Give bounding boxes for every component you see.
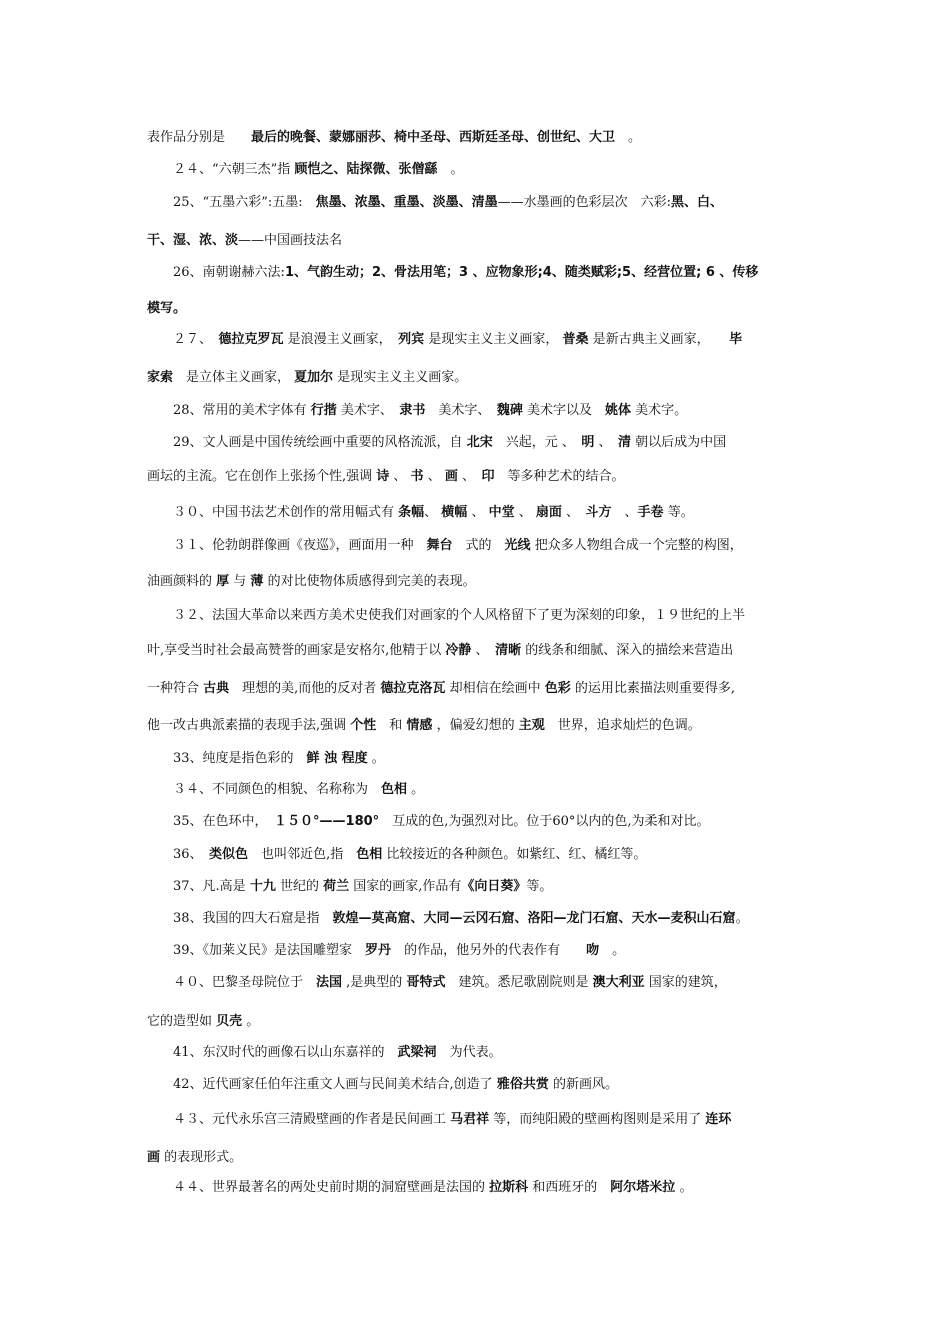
answer-text: 类似色 — [209, 847, 249, 862]
answer-text: 色彩 — [544, 681, 571, 696]
answer-text: 薄 — [250, 574, 264, 589]
answer-text: 敦煌—莫高窟、大同—云冈石窟、洛阳—龙门石窟、天水—麦积山石窟 — [332, 911, 736, 926]
question-text: 35、在色环中， — [173, 814, 275, 829]
answer-text: 色相 — [381, 782, 408, 797]
question-text: 朝以后成为中国 — [631, 435, 727, 450]
question-text: 世纪的 — [275, 879, 324, 894]
text-line — [147, 679, 735, 699]
answer-text: 列宾 — [398, 332, 425, 347]
answer-text: 魏碑 — [496, 403, 523, 418]
question-text: 建筑。悉尼歌剧院则是 — [445, 975, 593, 990]
text-line — [173, 401, 687, 421]
question-text: 叶,享受当时社会最高赞誉的画家是安格尔,他精于以 — [147, 643, 446, 658]
answer-text: 干、湿、浓、淡 — [147, 233, 239, 248]
text-line — [147, 231, 342, 251]
question-text: 33、纯度是指色彩的 — [173, 751, 307, 766]
answer-text: 清 — [618, 435, 632, 450]
question-text: 式的 — [452, 538, 505, 553]
text-line — [173, 812, 710, 832]
question-text: ４４、世界最著名的两处史前时期的洞窟壁画是法国的 — [173, 1180, 490, 1195]
text-line — [173, 536, 743, 556]
answer-text: 最后的晚餐、蒙娜丽莎、椅中圣母、西斯廷圣母、创世纪、大卫 — [251, 130, 616, 145]
question-text: 是立体主义画家， — [173, 370, 295, 385]
answer-text: 雅俗共赏 — [496, 1077, 549, 1092]
text-line — [173, 877, 552, 897]
text-line — [147, 1012, 259, 1032]
question-text: 41、东汉时代的画像石以山东嘉祥的 — [173, 1045, 398, 1060]
question-text: 等。 — [663, 505, 694, 520]
answer-text: 姚体 — [605, 403, 632, 418]
answer-text: 古典 — [203, 681, 230, 696]
answer-text: 条幅 — [398, 505, 425, 520]
question-text: 一种符合 — [147, 681, 204, 696]
answer-text: 马君祥 — [450, 1112, 490, 1127]
question-text: 和 — [376, 718, 407, 733]
text-line — [147, 368, 467, 388]
question-text: 等多种艺术的结合。 — [494, 469, 625, 484]
question-text: 36、 — [173, 847, 210, 862]
question-text: 画坛的主流。它在创作上张扬个性,强调 — [147, 469, 377, 484]
question-text: 、 — [514, 505, 536, 520]
answer-text: 情感 — [406, 718, 433, 733]
question-text: 的新画风。 — [548, 1077, 618, 1092]
answer-text: 模写。 — [147, 301, 187, 316]
question-text: 是新古典主义画家， — [588, 332, 730, 347]
answer-text: 诗 — [376, 469, 390, 484]
question-text: 、 — [389, 469, 411, 484]
question-text: 国家的画家,作品有 — [349, 879, 462, 894]
text-line — [173, 1043, 502, 1063]
answer-text: 北宋 — [466, 435, 493, 450]
answer-text: 家索 — [147, 370, 174, 385]
answer-text: 哥特式 — [406, 975, 446, 990]
answer-text: 德拉克洛瓦 — [380, 681, 446, 696]
text-line — [173, 749, 385, 769]
question-text: 是现实主义主义画家， — [424, 332, 563, 347]
question-text: 38、我国的四大石窟是指 — [173, 911, 333, 926]
answer-text: 清晰 — [495, 643, 522, 658]
answer-text: 画 — [147, 1150, 161, 1165]
question-text: ４０、巴黎圣母院位于 — [173, 975, 317, 990]
question-text: 26、南朝谢赫六法: — [173, 265, 285, 280]
question-text: 、 — [594, 435, 618, 450]
answer-text: 德拉克罗瓦 — [218, 332, 284, 347]
answer-text: 隶书 — [399, 403, 426, 418]
question-text: 28、常用的美术字体有 — [173, 403, 311, 418]
text-line — [147, 641, 733, 661]
answer-text: 焦墨、浓墨、重墨、淡墨、清墨 — [315, 195, 498, 210]
answer-text: 顾恺之、陆探微、张僧繇 — [294, 162, 438, 177]
question-text: 他一改古典派素描的表现手法,强调 — [147, 718, 351, 733]
text-line — [147, 128, 641, 148]
text-line — [173, 845, 646, 865]
text-line — [147, 467, 625, 487]
answer-text: 1、气韵生动；2、骨法用笔；3 、应物象形;4、随类赋彩;5、经营位置; 6 、传移 — [284, 265, 759, 280]
question-text: 的线条和细腻、深入的描绘来营造出 — [521, 643, 734, 658]
answer-text: 光线 — [504, 538, 531, 553]
answer-text: 行揩 — [310, 403, 337, 418]
question-text: 世界，追求灿烂的色调。 — [544, 718, 701, 733]
question-text: 等，而纯阳殿的壁画构图则是采用了 — [489, 1112, 706, 1127]
question-text: 美术字以及 — [522, 403, 606, 418]
question-text: 。 — [675, 1180, 693, 1195]
question-text: 42、近代画家任伯年注重文人画与民间美术结合,创造了 — [173, 1077, 497, 1092]
answer-text: 夏加尔 — [294, 370, 334, 385]
question-text: 互成的色,为强烈对比。位于60°以内的色,为柔和对比。 — [379, 814, 710, 829]
answer-text: 澳大利亚 — [592, 975, 645, 990]
text-line — [173, 160, 463, 180]
question-text: ——中国画技法名 — [238, 233, 343, 248]
text-line — [173, 909, 749, 929]
question-text: 是浪漫主义画家， — [283, 332, 399, 347]
answer-text: 明 — [581, 435, 595, 450]
answer-text: 中堂 — [488, 505, 515, 520]
answer-text: 拉斯科 — [489, 1180, 529, 1195]
text-line — [147, 716, 701, 736]
question-text: 39、《加莱义民》是法国雕塑家 — [173, 943, 366, 958]
answer-text: 斗方 — [585, 505, 612, 520]
question-text: ４３、元代永乐宫三清殿壁画的作者是民间画工 — [173, 1112, 451, 1127]
question-text: 29、文人画是中国传统绘画中重要的风格流派，自 — [173, 435, 467, 450]
question-text: 是现实主义主义画家。 — [333, 370, 468, 385]
question-text: 。 — [367, 751, 385, 766]
answer-text: 武梁祠 — [397, 1045, 437, 1060]
answer-text: 吻 — [586, 943, 600, 958]
question-text: 、 — [561, 505, 586, 520]
answer-text: 普桑 — [562, 332, 589, 347]
answer-text: 印 — [481, 469, 495, 484]
text-line — [173, 1075, 618, 1095]
question-text: 。 — [615, 130, 642, 145]
answer-text: 十九 — [249, 879, 276, 894]
question-text: 的表现形式。 — [160, 1150, 243, 1165]
answer-text: 罗丹 — [365, 943, 392, 958]
answer-text: 扇面 — [535, 505, 562, 520]
answer-text: 厚 — [216, 574, 230, 589]
answer-text: 《向日葵》 — [461, 879, 527, 894]
question-text: 与 — [229, 574, 251, 589]
question-text: 却相信在绘画中 — [445, 681, 545, 696]
question-text: ２４、“六朝三杰”指 — [173, 162, 295, 177]
question-text: 等。 — [526, 879, 553, 894]
text-line — [173, 1178, 692, 1198]
answer-text: 主观 — [518, 718, 545, 733]
answer-text: 阿尔塔米拉 — [610, 1180, 676, 1195]
question-text: 也叫邻近色,指 — [248, 847, 357, 862]
question-text: 理想的美,而他的反对者 — [229, 681, 381, 696]
text-line — [173, 330, 742, 350]
answer-text: 书 — [410, 469, 424, 484]
question-text: 37、凡.高是 — [173, 879, 250, 894]
text-line — [173, 503, 694, 523]
question-text: 。 — [735, 911, 749, 926]
text-line — [173, 1110, 731, 1130]
text-line — [173, 941, 625, 961]
question-text: 国家的建筑， — [644, 975, 727, 990]
text-line — [173, 780, 424, 800]
answer-text: 手卷 — [637, 505, 664, 520]
answer-text: 黑、白、 — [671, 195, 724, 210]
text-line — [173, 193, 723, 213]
question-text: 比较接近的各种颜色。如紫红、红、橘红等。 — [382, 847, 647, 862]
text-line — [147, 1148, 242, 1168]
answer-text: １５０°——180° — [274, 814, 380, 829]
answer-text: 鲜 浊 程度 — [306, 751, 368, 766]
question-text: 、 — [471, 643, 496, 658]
question-text: 的运用比素描法则重要得多, — [570, 681, 735, 696]
question-text: 把众多人物组合成一个完整的构图， — [530, 538, 743, 553]
answer-text: 法国 — [316, 975, 343, 990]
answer-text: 横幅 — [441, 505, 468, 520]
question-text: 、 — [423, 469, 445, 484]
text-line — [147, 572, 476, 592]
question-text: ３４、不同颜色的相貌、名称称为 — [173, 782, 382, 797]
question-text: 的对比使物体质感得到完美的表现。 — [263, 574, 476, 589]
question-text: 它的造型如 — [147, 1014, 217, 1029]
question-text: 、 — [457, 469, 482, 484]
question-text: 油画颜料的 — [147, 574, 217, 589]
text-line — [173, 973, 727, 993]
answer-text: 连环 — [705, 1112, 732, 1127]
answer-text: 荷兰 — [323, 879, 350, 894]
question-text: 。 — [599, 943, 626, 958]
question-text: 为代表。 — [436, 1045, 502, 1060]
text-line — [173, 606, 745, 626]
question-text: 25、“五墨六彩”:五墨: — [173, 195, 316, 210]
question-text: ２７、 — [173, 332, 219, 347]
question-text: 和西班牙的 — [528, 1180, 611, 1195]
question-text: 表作品分别是 — [147, 130, 252, 145]
answer-text: 舞台 — [426, 538, 453, 553]
question-text: 的作品，他另外的代表作有 — [391, 943, 587, 958]
answer-text: 个性 — [350, 718, 377, 733]
question-text: ３０、中国书法艺术创作的常用幅式有 — [173, 505, 399, 520]
text-line — [147, 299, 186, 319]
question-text: 。 — [242, 1014, 260, 1029]
answer-text: 贝壳 — [216, 1014, 243, 1029]
question-text: 。 — [407, 782, 425, 797]
question-text: ，偏爱幻想的 — [432, 718, 519, 733]
question-text: 兴起，元 、 — [492, 435, 582, 450]
answer-text: 色相 — [356, 847, 383, 862]
question-text: ,是典型的 — [342, 975, 407, 990]
question-text: 、 — [424, 505, 442, 520]
question-text: ３２、法国大革命以来西方美术史使我们对画家的个人风格留下了更为深刻的印象，１９世纪的上半 — [173, 608, 746, 623]
question-text: ——水墨画的色彩层次 六彩: — [497, 195, 672, 210]
question-text: 、 — [611, 505, 638, 520]
question-text: 。 — [437, 162, 464, 177]
text-line — [173, 263, 758, 283]
answer-text: 毕 — [729, 332, 743, 347]
question-text: 美术字。 — [631, 403, 688, 418]
text-line — [173, 433, 726, 453]
answer-text: 冷静 — [445, 643, 472, 658]
answer-text: 画 — [444, 469, 458, 484]
question-text: 美术字、 — [425, 403, 497, 418]
question-text: 美术字、 — [336, 403, 400, 418]
question-text: 、 — [467, 505, 489, 520]
question-text: ３１、伦勃朗群像画《夜巡》，画面用一种 — [173, 538, 427, 553]
